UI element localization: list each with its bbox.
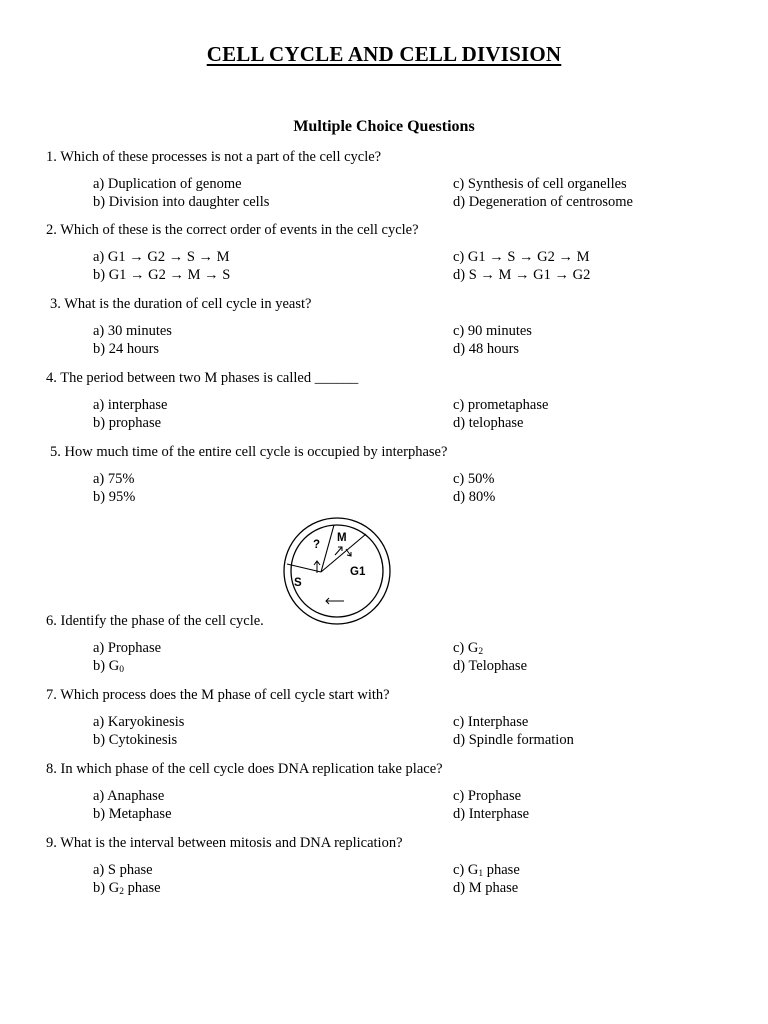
answer-option: b) 95% [93, 489, 136, 505]
answer-option: d) Interphase [453, 806, 530, 822]
question-text: 1. Which of these processes is not a part of the cell cycle? [46, 149, 382, 165]
page-title: CELL CYCLE AND CELL DIVISION [206, 42, 562, 66]
question-text: 8. In which phase of the cell cycle does DNA replication take place? [46, 761, 443, 777]
answer-option: b) Metaphase [93, 806, 172, 822]
answer-option: a) G1 → G2 → S → M [93, 249, 230, 265]
option-text: c) G [453, 862, 479, 878]
option-subscript: 2 [478, 647, 484, 657]
answer-option: a) S phase [93, 862, 153, 878]
question-text: 4. The period between two M phases is called ______ [46, 370, 359, 386]
cell-cycle-diagram [280, 517, 396, 630]
answer-option [93, 880, 161, 897]
answer-option: b) G1 → G2 → M → S [93, 267, 231, 283]
answer-option: a) Prophase [93, 640, 162, 656]
option-text-suffix: phase [123, 880, 161, 896]
question-text: 6. Identify the phase of the cell cycle. [46, 613, 264, 629]
answer-option: a) Duplication of genome [93, 176, 242, 192]
answer-option: a) Karyokinesis [93, 714, 185, 730]
answer-option: d) Degeneration of centrosome [453, 194, 633, 210]
answer-option [453, 640, 483, 657]
question-text: 9. What is the interval between mitosis and DNA replication? [46, 835, 403, 851]
answer-option: d) Spindle formation [453, 732, 574, 748]
answer-option [453, 862, 520, 879]
arrow-icon [335, 547, 342, 555]
option-text: c) G [453, 640, 479, 656]
unknown-phase-label: ? [313, 539, 321, 551]
option-text-suffix: phase [483, 862, 520, 878]
answer-option: b) prophase [93, 415, 162, 431]
s-phase-label: S [294, 577, 302, 589]
cell-cycle-svg [280, 517, 396, 625]
answer-option: d) Telophase [453, 658, 528, 674]
answer-option: b) Division into daughter cells [93, 194, 270, 210]
question-text: 2. Which of these is the correct order of events in the cell cycle? [46, 222, 419, 238]
answer-option [93, 658, 124, 675]
question-text: 7. Which process does the M phase of cell cycle start with? [46, 687, 390, 703]
option-subscript: 2 [119, 887, 124, 897]
answer-option: d) 48 hours [453, 341, 520, 357]
answer-option: a) Anaphase [93, 788, 165, 804]
answer-option: c) prometaphase [453, 397, 549, 413]
answer-option: a) 75% [93, 471, 135, 487]
m-phase-label: M [337, 532, 347, 544]
answer-option: c) Prophase [453, 788, 522, 804]
answer-option: d) telophase [453, 415, 524, 431]
arrow-icon [326, 598, 344, 604]
option-subscript: 1 [478, 869, 484, 879]
section-title: Multiple Choice Questions [293, 118, 475, 135]
answer-option: b) Cytokinesis [93, 732, 178, 748]
option-text: b) G [93, 880, 120, 896]
answer-option: a) 30 minutes [93, 323, 172, 339]
answer-option: c) 90 minutes [453, 323, 532, 339]
option-subscript: 0 [119, 665, 124, 675]
answer-option: b) 24 hours [93, 341, 160, 357]
g1-phase-label: G1 [350, 566, 366, 578]
arrow-icon [346, 549, 351, 556]
question-text: 5. How much time of the entire cell cycle is occupied by interphase? [50, 444, 448, 460]
question-text: 3. What is the duration of cell cycle in yeast? [50, 296, 312, 312]
answer-option: a) interphase [93, 397, 168, 413]
answer-option: c) G1 → S → G2 → M [453, 249, 590, 265]
answer-option: d) 80% [453, 489, 496, 505]
answer-option: c) 50% [453, 471, 495, 487]
answer-option: c) Synthesis of cell organelles [453, 176, 627, 192]
answer-option: d) M phase [453, 880, 519, 896]
option-text: b) G [93, 658, 120, 674]
divider-line [321, 525, 334, 572]
divider-line [287, 564, 321, 572]
answer-option: c) Interphase [453, 714, 529, 730]
answer-option: d) S → M → G1 → G2 [453, 267, 591, 283]
